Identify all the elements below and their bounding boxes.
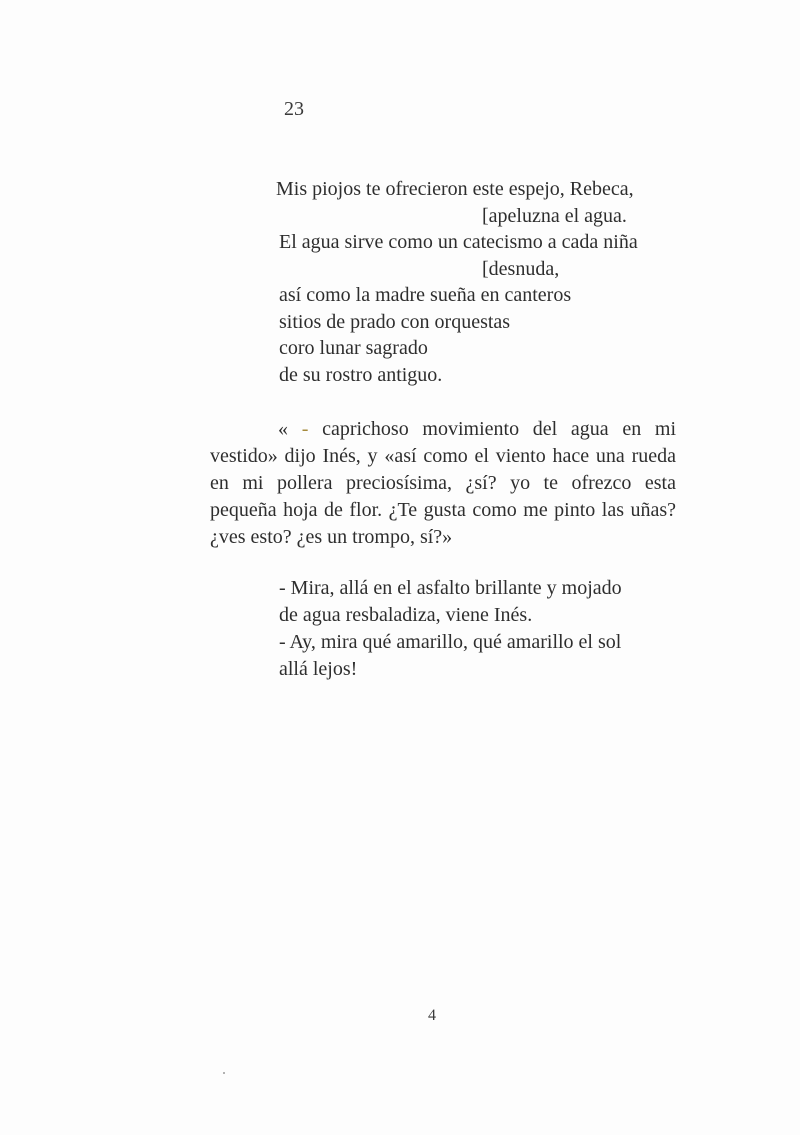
dialogue-line: allá lejos! bbox=[279, 658, 358, 680]
dialogue-dash: - bbox=[301, 418, 309, 440]
poem-line: Mis piojos te ofrecieron este espejo, Rebeca, bbox=[276, 178, 634, 200]
dialogue-line: de agua resbaladiza, viene Inés. bbox=[279, 604, 533, 626]
poem-line-continuation: [desnuda, bbox=[482, 257, 560, 280]
dialogue-block bbox=[279, 575, 719, 683]
poem-line: coro lunar sagrado bbox=[279, 337, 428, 359]
open-quote: « bbox=[278, 418, 288, 440]
prose-paragraph bbox=[210, 416, 676, 551]
scan-speck bbox=[223, 1072, 225, 1074]
poem-line: así como la madre sueña en canteros bbox=[279, 284, 572, 306]
dialogue-line: - Ay, mira qué amarillo, qué amarillo el sol bbox=[279, 631, 622, 653]
prose-text: caprichoso movimiento del agua en mi vestido» dijo Inés, y «así como el viento hace una rueda en mi pollera preciosísima, ¿sí? yo te ofrezco esta pequeña hoja de flor. ¿Te gusta como me pinto las uñas? ¿ves esto? ¿es un trompo, sí?» bbox=[210, 418, 677, 548]
poem-line: sitios de prado con orquestas bbox=[279, 310, 511, 333]
dialogue-line: - Mira, allá en el asfalto brillante y mojado bbox=[279, 577, 622, 599]
poem-stanza bbox=[276, 176, 736, 388]
bottom-page-number: 4 bbox=[428, 1007, 436, 1024]
poem-line-continuation: [apeluzna el agua. bbox=[482, 204, 627, 227]
poem-line: de su rostro antiguo. bbox=[279, 363, 443, 386]
top-page-number: 23 bbox=[284, 98, 304, 120]
poem-line: El agua sirve como un catecismo a cada niña bbox=[279, 231, 638, 253]
